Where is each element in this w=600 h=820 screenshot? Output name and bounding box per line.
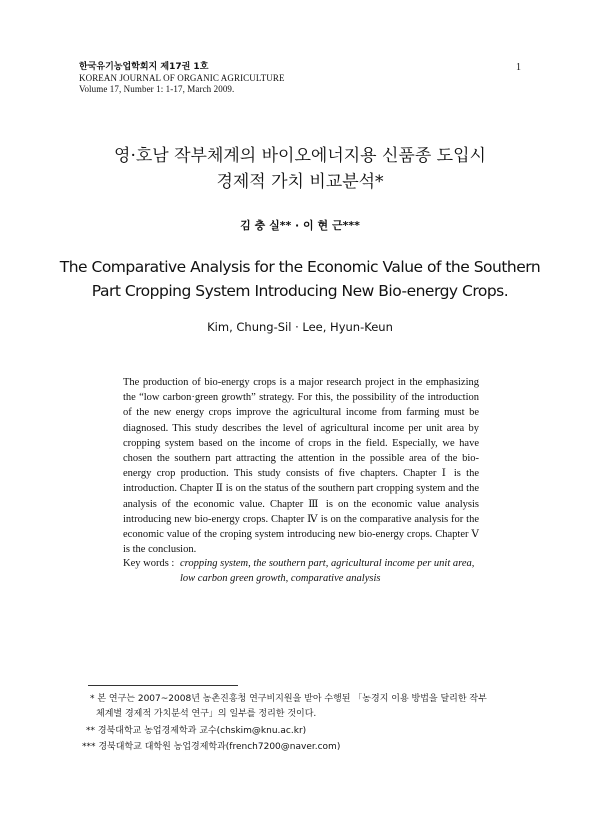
footnote-1-line-1: * 본 연구는 2007~2008년 농촌진흥청 연구비지원을 받아 수행된 「농경지 이용 방법을 달리한 작부 <box>90 694 487 704</box>
authors-english: Kim, Chung-Sil · Lee, Hyun-Keun <box>207 320 393 334</box>
footnote-divider <box>88 685 238 686</box>
abstract: The production of bio-energy crops is a major research project in the emphasizing the “low carbon·green growth” strategy. For this, the possibility of the introduction of the new energy crops improve the agricultural income from farming must be diagnosed. This study describes the level of agricultural income per unit area by cropping system based on the income of crops in the field. Especially, we have chosen the southern part attracting the attention in the possible area of the bio-energy crop production. This study consists of five chapters. Chapter Ⅰ is the introduction. Chapter Ⅱ is on the status of the southern part cropping system and the analysis of the economic value. Chapter Ⅲ is on the economic value analysis introducing new bio-energy crops. Chapter Ⅳ is on the comparative analysis for the economic value of the croping system introducing new bio-energy crops. Chapter Ⅴ is the conclusion. <box>123 377 479 556</box>
footnote-1-line-2: 체계별 경제적 가치분석 연구」의 일부를 정리한 것이다. <box>96 709 317 719</box>
journal-header <box>79 62 379 95</box>
title-english-line-2: Part Cropping System Introducing New Bio-energy Crops. <box>91 282 509 300</box>
keywords-line-1: cropping system, the southern part, agricultural income per unit area, <box>180 558 475 569</box>
authors-korean: 김 충 실** · 이 현 근*** <box>240 219 360 232</box>
footnote-3: *** 경북대학교 대학원 농업경제학과(french7200@naver.com) <box>82 742 341 752</box>
footnote-2: ** 경북대학교 농업경제학과 교수(chskim@knu.ac.kr) <box>86 726 307 736</box>
journal-name-korean: 한국유기농업학회지 제17권 1호 <box>79 62 209 72</box>
title-korean-line-2: 경제적 가치 비교분석* <box>216 172 384 192</box>
journal-name-english: KOREAN JOURNAL OF ORGANIC AGRICULTURE <box>79 73 285 83</box>
page-number: 1 <box>516 62 521 73</box>
keywords-line-2: low carbon green growth, comparative analysis <box>180 573 381 584</box>
volume-info: Volume 17, Number 1: 1-17, March 2009. <box>79 84 235 94</box>
keywords-label: Key words : <box>123 558 175 569</box>
title-korean-line-1: 영·호남 작부체계의 바이오에너지용 신품종 도입시 <box>114 146 486 166</box>
title-english-line-1: The Comparative Analysis for the Economic Value of the Southern <box>59 258 541 276</box>
